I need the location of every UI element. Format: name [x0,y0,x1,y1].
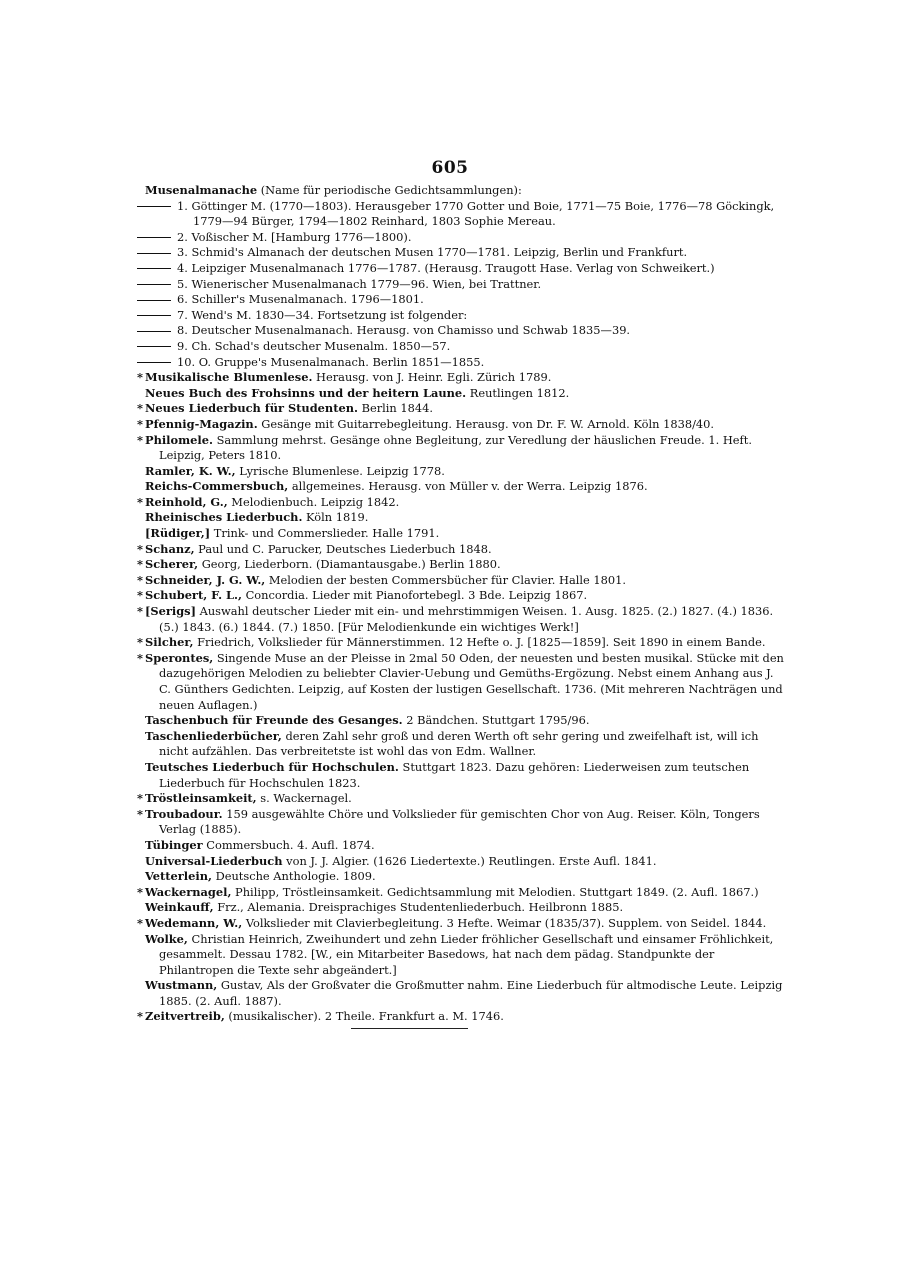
asterisk-mark: * [137,791,143,806]
bib-entry [137,495,787,511]
bib-entry [137,885,787,901]
entry-heading: Teutsches Liederbuch für Hochschulen. [145,759,399,774]
entry-text: Gustav, Als der Großvater die Großmutter nahm. Eine Liederbuch für altmodische Leute. Leipzig 1885. (2. Aufl. 1887). [159,978,783,1008]
bib-entry [137,854,787,870]
entry-heading: Tröstleinsamkeit, [145,791,257,806]
sub-entry [137,323,787,339]
dash-mark [137,245,177,261]
entry-heading: Sperontes, [145,650,214,665]
entry-text: Commersbuch. 4. Aufl. 1874. [202,837,375,852]
asterisk-mark: * [137,884,143,899]
sub-entry [137,339,787,355]
asterisk-mark: * [137,806,143,821]
bib-entry [137,479,787,495]
sub-entry-text: 3. Schmid's Almanach der deutschen Musen 1770—1781. Leipzig, Berlin und Frankfurt. [177,245,688,260]
entry-heading: Wolke, [145,931,188,946]
entry-heading: Taschenbuch für Freunde des Gesanges. [145,713,403,728]
sub-entry [137,308,787,324]
bib-entry [137,932,787,979]
entry-heading: Zeitvertreib, [145,1009,225,1024]
entry-text: deren Zahl sehr groß und deren Werth oft sehr gering und zweifelhaft ist, will ich nicht aufzählen. Das verbreitetste ist wohl das von Edm. Wallner. [159,728,759,759]
entry-text: Reutlingen 1812. [466,385,570,400]
dash-mark [137,292,177,308]
entry-text: Köln 1819. [302,510,369,525]
entry-text: Stuttgart 1823. Dazu gehören: Liederweisen zum teutschen Liederbuch für Hochschulen 1823. [159,759,750,790]
bib-entry [137,573,787,589]
bib-entry [137,807,787,838]
sub-entry-text: 6. Schiller's Musenalmanach. 1796—1801. [177,292,424,307]
entry-heading: Scherer, [145,557,199,572]
sub-entry [137,261,787,277]
entry-heading: [Serigs] [145,604,196,619]
end-rule [351,1028,468,1029]
entry-heading: Reichs-Commersbuch, [145,479,289,494]
bib-entry [137,900,787,916]
entry-text: Friedrich, Volkslieder für Männerstimmen. 12 Hefte o. J. [1825—1859]. Seit 1890 in einem Bande. [193,635,766,650]
bib-entry [137,791,787,807]
entry-text: Volkslieder mit Clavierbegleitung. 3 Hefte. Weimar (1835/37). Supplem. von Seidel. 1844. [242,915,767,930]
entry-text: Sammlung mehrst. Gesänge ohne Begleitung, zur Veredlung der häuslichen Freude. 1. Heft. Leipzig, Peters 1810. [159,432,752,463]
sub-entry-text: 9. Ch. Schad's deutscher Musenalm. 1850—57. [177,338,451,353]
entry-heading: Musenalmanache [145,183,258,197]
entry-heading: Taschenliederbücher, [145,728,282,743]
entry-heading: Vetterlein, [145,869,212,884]
asterisk-mark: * [137,541,143,556]
asterisk-mark: * [137,432,143,447]
entry-heading: Wustmann, [145,978,218,993]
entry-heading: Pfennig-Magazin. [145,416,258,431]
entry-heading: Troubadour. [145,806,223,821]
bib-entry [137,760,787,791]
asterisk-mark: * [137,915,143,930]
sub-entry [137,277,787,293]
asterisk-mark: * [137,557,143,572]
bib-entry [137,978,787,1009]
entry-heading: Rheinisches Liederbuch. [145,510,303,525]
bib-entry [137,417,787,433]
dash-mark [137,308,177,324]
entry-text: Lyrische Blumenlese. Leipzig 1778. [235,463,445,478]
bib-entry [137,838,787,854]
sub-entry-text: 2. Voßischer M. [Hamburg 1776—1800). [177,229,412,244]
entry-text: Philipp, Tröstleinsamkeit. Gedichtsammlung mit Melodien. Stuttgart 1849. (2. Aufl. 1867.) [231,884,759,899]
bib-entry [137,713,787,729]
entry-text: (musikalischer). 2 Theile. Frankfurt a. M. 1746. [224,1009,504,1024]
dash-mark [137,261,177,277]
asterisk-mark: * [137,588,143,603]
entry-heading: Weinkauff, [145,900,214,915]
asterisk-mark: * [137,416,143,431]
page-number: 605 [431,158,469,178]
entry-text: Herausg. von J. Heinr. Egli. Zürich 1789. [312,370,552,385]
bib-entry [137,183,787,199]
dash-mark [137,230,177,246]
asterisk-mark: * [137,370,143,385]
asterisk-mark: * [137,401,143,416]
entry-text: Georg, Liederborn. (Diamantausgabe.) Berlin 1880. [198,557,501,572]
entry-text: von J. J. Algier. (1626 Liedertexte.) Reutlingen. Erste Aufl. 1841. [282,853,657,868]
entry-text: (Name für periodische Gedichtsammlungen): [257,183,522,197]
dash-mark [137,199,177,215]
dash-mark [137,277,177,293]
dash-mark [137,323,177,339]
entry-text: Gesänge mit Guitarrebegleitung. Herausg. von Dr. F. W. Arnold. Köln 1838/40. [257,416,715,431]
entry-heading: Schneider, J. G. W., [145,572,266,587]
bib-entry [137,386,787,402]
bib-entry [137,464,787,480]
sub-entry-text: 5. Wienerischer Musenalmanach 1779—96. Wien, bei Trattner. [177,276,542,291]
bib-entry [137,869,787,885]
bib-entry [137,433,787,464]
bib-entry [137,401,787,417]
asterisk-mark: * [137,1009,143,1024]
sub-entry [137,292,787,308]
sub-entry-text: 4. Leipziger Musenalmanach 1776—1787. (Herausg. Traugott Hase. Verlag von Schweikert.) [177,260,715,275]
entry-text: 159 ausgewählte Chöre und Volkslieder für gemischten Chor von Aug. Reiser. Köln, Tongers Verlag (1885). [159,806,760,837]
dash-mark [137,355,177,371]
entry-heading: Schanz, [145,541,195,556]
bib-entry [137,604,787,635]
entry-heading: Wedemann, W., [145,915,243,930]
asterisk-mark: * [137,650,143,665]
entry-text: s. Wackernagel. [256,791,352,806]
entry-heading: [Rüdiger,] [145,526,211,541]
entry-text: Frz., Alemania. Dreisprachiges Studentenliederbuch. Heilbronn 1885. [213,900,624,915]
entry-text: Singende Muse an der Pleisse in 2mal 50 Oden, der neuesten und besten musikal. Stücke mit den dazugehörigen Melodien zu beliebter Clavier-Uebung und Gemüths-Ergözung. Nebst einem Anhang aus J. C. Günthers Gedichten. Leipzig, auf Kosten der lustigen Gesellschaft. 1736. (Mit mehreren Nachträgen und neuen Auflagen.) [159,650,784,712]
bib-entry [137,510,787,526]
entry-heading: Philomele. [145,432,213,447]
entry-text: Melodienbuch. Leipzig 1842. [227,494,400,509]
bib-entry [137,1009,787,1025]
entry-heading: Neues Liederbuch für Studenten. [145,401,358,416]
entry-text: Deutsche Anthologie. 1809. [211,869,376,884]
asterisk-mark: * [137,494,143,509]
entry-heading: Silcher, [145,635,194,650]
entry-text: Paul und C. Parucker, Deutsches Liederbuch 1848. [194,541,492,556]
bib-entry [137,651,787,713]
sub-entry [137,355,787,371]
bib-entry [137,635,787,651]
entry-text: Auswahl deutscher Lieder mit ein- und mehrstimmigen Weisen. 1. Ausg. 1825. (2.) 1827. (4.) 1836. (5.) 1843. (6.) 1844. (7.) 1850. [Für Melodienkunde ein wichtiges Werk!] [159,604,774,634]
entry-list [137,183,787,1025]
sub-entry-text: 7. Wend's M. 1830—34. Fortsetzung ist folgender: [177,307,468,322]
entry-heading: Wackernagel, [145,884,232,899]
entry-text: Melodien der besten Commersbücher für Clavier. Halle 1801. [265,572,627,587]
entry-text: Berlin 1844. [357,401,433,416]
asterisk-mark: * [137,604,143,619]
bib-entry [137,526,787,542]
entry-text: Trink- und Commerslieder. Halle 1791. [210,526,440,541]
sub-entry [137,245,787,261]
sub-entry-text: 8. Deutscher Musenalmanach. Herausg. von Chamisso und Schwab 1835—39. [177,323,631,338]
bib-entry [137,916,787,932]
entry-text: allgemeines. Herausg. von Müller v. der Werra. Leipzig 1876. [288,479,648,494]
entry-heading: Tübinger [145,837,203,852]
entry-text: Christian Heinrich, Zweihundert und zehn Lieder fröhlicher Gesellschaft und einsamer Fröhlichkeit, gesammelt. Dessau 1782. [W., ein Mitarbeiter Basedows, hat nach dem pädag. Standpunkte der Philantropen die Texte sehr abgeändert.] [159,931,774,977]
dash-mark [137,339,177,355]
entry-heading: Musikalische Blumenlese. [145,370,313,385]
bib-entry [137,729,787,760]
sub-entry [137,230,787,246]
asterisk-mark: * [137,572,143,587]
bib-entry [137,370,787,386]
entry-heading: Universal-Liederbuch [145,853,283,868]
entry-heading: Reinhold, G., [145,494,228,509]
sub-entry-text: 1. Göttinger M. (1770—1803). Herausgeber 1770 Gotter und Boie, 1771—75 Boie, 1776—78 Göckingk, 1779—94 Bürger, 1794—1802 Reinhard, 1803 Sophie Mereau. [177,198,775,229]
entry-text: Concordia. Lieder mit Pianofortebegl. 3 Bde. Leipzig 1867. [241,588,588,603]
entry-text: 2 Bändchen. Stuttgart 1795/96. [402,713,590,728]
bib-entry [137,557,787,573]
bib-entry [137,542,787,558]
asterisk-mark: * [137,635,143,650]
sub-entry [137,199,787,230]
bib-entry [137,588,787,604]
sub-entry-text: 10. O. Gruppe's Musenalmanach. Berlin 1851—1855. [177,354,485,369]
entry-heading: Schubert, F. L., [145,588,242,603]
entry-heading: Neues Buch des Frohsinns und der heitern Laune. [145,385,467,400]
entry-heading: Ramler, K. W., [145,463,236,478]
